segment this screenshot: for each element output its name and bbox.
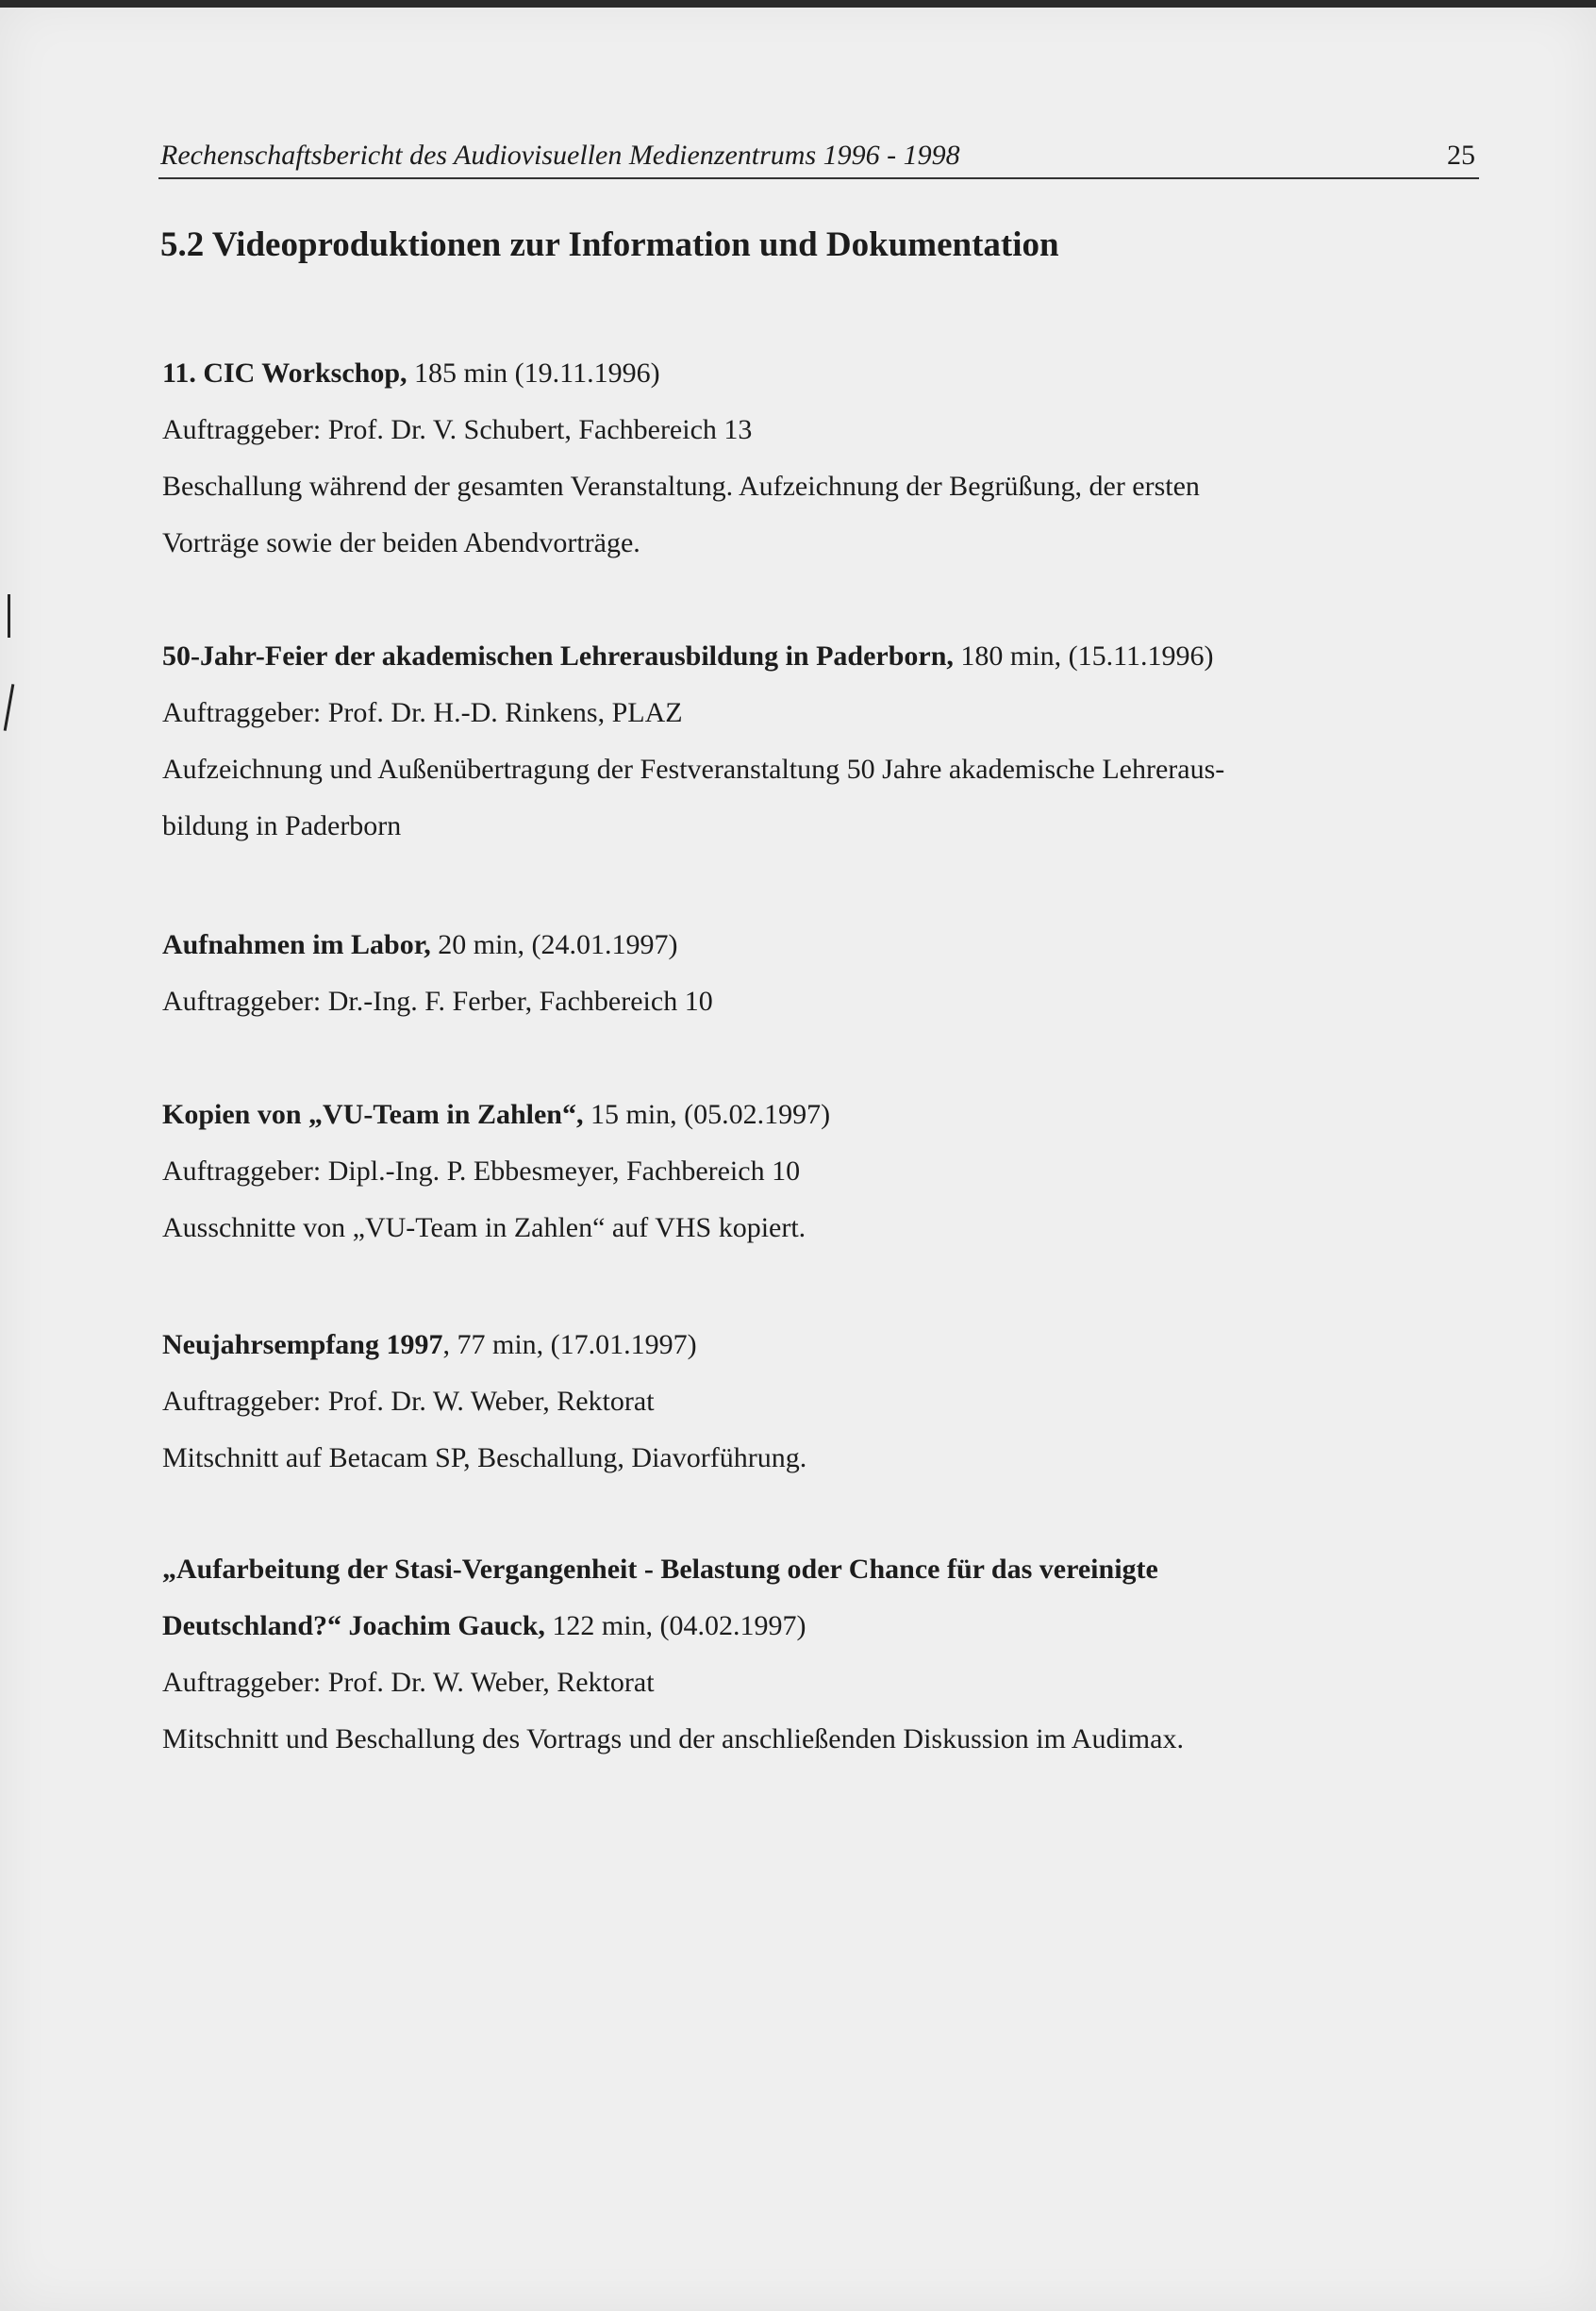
- entry-client: Auftraggeber: Dipl.-Ing. P. Ebbesmeyer, Fachbereich 10: [162, 1156, 801, 1187]
- entry-description: bildung in Paderborn: [162, 810, 402, 841]
- entry-details: 122 min, (04.02.1997): [544, 1610, 806, 1641]
- entry-stasi-vortrag: [162, 1541, 1483, 1768]
- entry-heading-line: [162, 345, 1483, 402]
- margin-mark: [4, 684, 15, 731]
- entry-client: Auftraggeber: Prof. Dr. H.-D. Rinkens, PLAZ: [162, 697, 683, 728]
- entry-details: , 77 min, (17.01.1997): [442, 1329, 697, 1360]
- entry-description: Mitschnitt und Beschallung des Vortrags und der anschließenden Diskussion im Audimax.: [162, 1723, 1184, 1754]
- entry-title: „Aufarbeitung der Stasi-Vergangenheit - Belastung oder Chance für das vereinigte: [162, 1554, 1158, 1585]
- entry-description: Aufzeichnung und Außenübertragung der Festveranstaltung 50 Jahre akademische Lehreraus-: [162, 754, 1225, 785]
- entry-title: Kopien von „VU-Team in Zahlen“,: [162, 1099, 584, 1130]
- entry-client: Auftraggeber: Prof. Dr. V. Schubert, Fachbereich 13: [162, 414, 753, 445]
- entry-description: Beschallung während der gesamten Veranstaltung. Aufzeichnung der Begrüßung, der ersten: [162, 471, 1200, 502]
- entry-client: Auftraggeber: Prof. Dr. W. Weber, Rektorat: [162, 1667, 655, 1698]
- entry-aufnahmen-labor: [162, 917, 1483, 1030]
- entry-details: 20 min, (24.01.1997): [430, 929, 678, 960]
- running-header: [158, 132, 1479, 179]
- entry-heading-line: [162, 628, 1483, 685]
- entry-kopien-vu-team: [162, 1087, 1483, 1256]
- entry-title: 50-Jahr-Feier der akademischen Lehrerausbildung in Paderborn,: [162, 640, 954, 672]
- entry-details: 15 min, (05.02.1997): [583, 1099, 831, 1130]
- entry-description: Vorträge sowie der beiden Abendvorträge.: [162, 527, 640, 558]
- entry-cic-workschop: [162, 345, 1483, 572]
- scan-top-edge: [0, 0, 1596, 8]
- margin-mark: [8, 594, 10, 638]
- entry-heading-line: [162, 1598, 1483, 1654]
- entry-description: Ausschnitte von „VU-Team in Zahlen“ auf VHS kopiert.: [162, 1212, 806, 1243]
- entry-heading-line: [162, 917, 1483, 973]
- entry-description: Mitschnitt auf Betacam SP, Beschallung, Diavorführung.: [162, 1442, 807, 1473]
- entry-title-continued: Deutschland?“ Joachim Gauck,: [162, 1610, 545, 1641]
- entry-heading-line: [162, 1317, 1483, 1373]
- entry-client: Auftraggeber: Prof. Dr. W. Weber, Rektorat: [162, 1386, 655, 1417]
- entry-details: 185 min (19.11.1996): [407, 357, 660, 389]
- entry-client: Auftraggeber: Dr.-Ing. F. Ferber, Fachbereich 10: [162, 986, 713, 1017]
- entry-neujahrsempfang: [162, 1317, 1483, 1487]
- entry-title: Neujahrsempfang 1997: [162, 1329, 443, 1360]
- entry-lehrerausbildung: [162, 628, 1483, 855]
- section-heading: 5.2 Videoproduktionen zur Information und Dokumentation: [160, 225, 1059, 264]
- entry-title: Aufnahmen im Labor,: [162, 929, 431, 960]
- entry-title: 11. CIC Workschop,: [162, 357, 407, 389]
- page-number: 25: [1447, 140, 1475, 171]
- entry-heading-line: [162, 1087, 1483, 1143]
- entry-details: 180 min, (15.11.1996): [953, 640, 1214, 672]
- header-title: Rechenschaftsbericht des Audiovisuellen Medienzentrums 1996 - 1998: [160, 140, 960, 171]
